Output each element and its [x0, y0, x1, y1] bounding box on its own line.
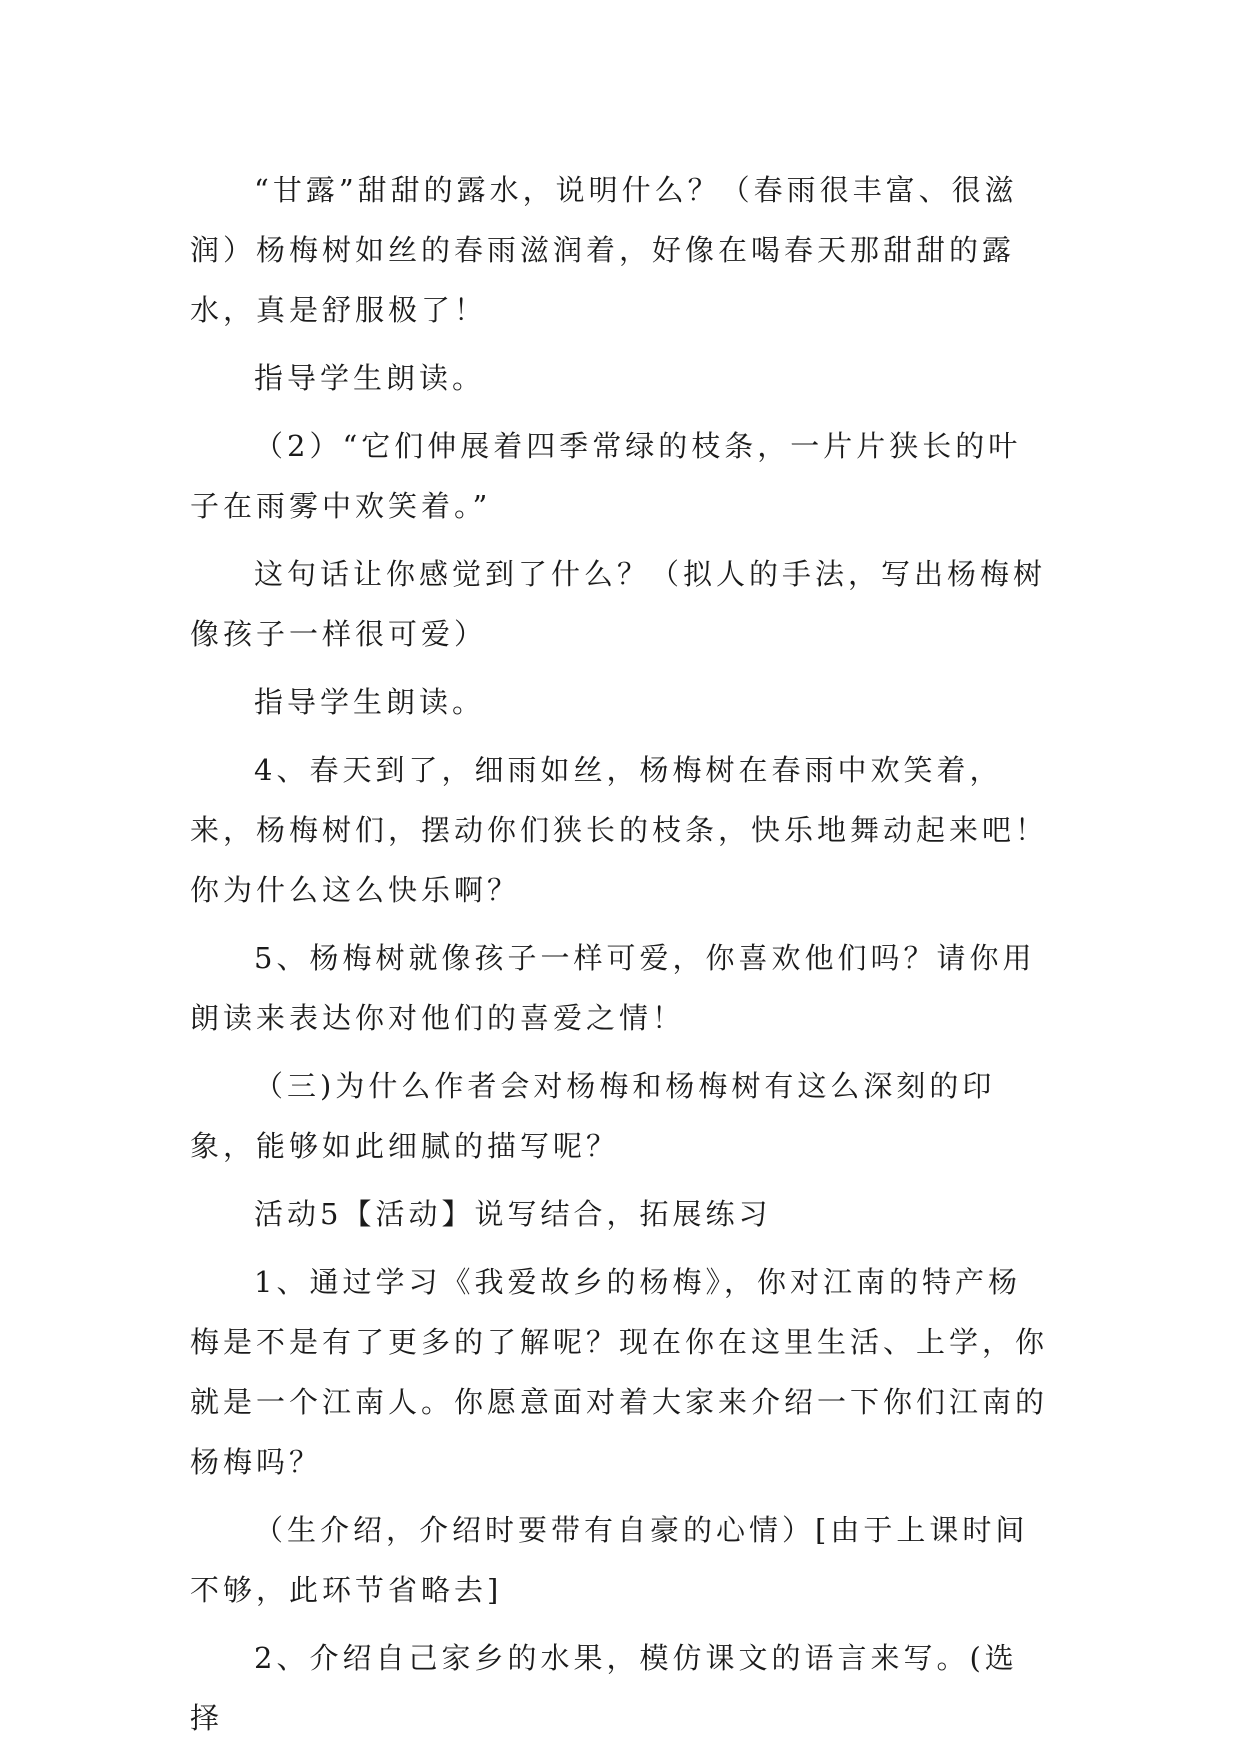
paragraph-8: （三)为什么作者会对杨梅和杨梅树有这么深刻的印象，能够如此细腻的描写呢？	[190, 1069, 996, 1163]
paragraph-12: 2、介绍自己家乡的水果，模仿课文的语言来写。(选择	[190, 1641, 1018, 1735]
paragraph-3: （2）“它们伸展着四季常绿的枝条，一片片狭长的叶子在雨雾中欢笑着。”	[190, 429, 1022, 523]
paragraph-5: 指导学生朗读。	[254, 685, 486, 719]
paragraph-9: 活动5【活动】说写结合，拓展练习	[254, 1197, 772, 1231]
document-body	[190, 160, 1050, 1756]
paragraph-4: 这句话让你感觉到了什么？（拟人的手法，写出杨梅树像孩子一样很可爱）	[190, 557, 1047, 651]
paragraph-1: “甘露”甜甜的露水，说明什么？（春雨很丰富、很滋润）杨梅树如丝的春雨滋润着，好像在喝春天那甜甜的露水，真是舒服极了！	[190, 173, 1018, 327]
paragraph-11: （生介绍，介绍时要带有自豪的心情）[由于上课时间不够，此环节省略去]	[190, 1513, 1029, 1607]
paragraph-2: 指导学生朗读。	[254, 361, 486, 395]
paragraph-10: 1、通过学习《我爱故乡的杨梅》，你对江南的特产杨梅是不是有了更多的了解呢？现在你在这里生活、上学，你就是一个江南人。你愿意面对着大家来介绍一下你们江南的杨梅吗？	[190, 1265, 1049, 1479]
paragraph-6: 4、春天到了，细雨如丝，杨梅树在春雨中欢笑着，来，杨梅树们，摆动你们狭长的枝条，快乐地舞动起来吧！你为什么这么快乐啊？	[190, 753, 1049, 907]
paragraph-7: 5、杨梅树就像孩子一样可爱，你喜欢他们吗？请你用朗读来表达你对他们的喜爱之情！	[190, 941, 1036, 1035]
